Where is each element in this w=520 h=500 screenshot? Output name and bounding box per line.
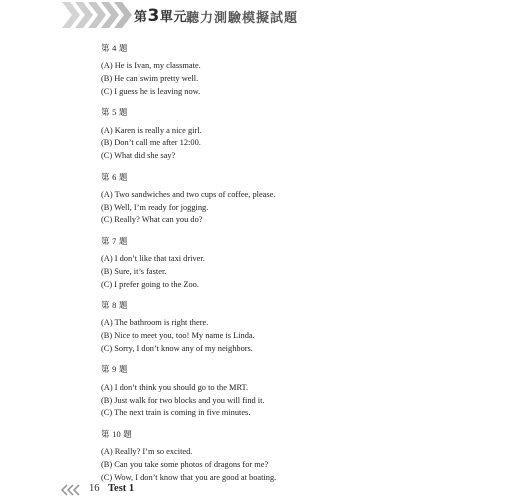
option-b: (B) Don’t call me after 12:00.	[101, 138, 201, 148]
option-c: (C) Really? What can you do?	[101, 215, 203, 225]
option-c: (C) I guess he is leaving now.	[101, 86, 201, 96]
option-c: (C) What did she say?	[101, 151, 176, 161]
question-7	[101, 236, 441, 292]
question-5	[101, 107, 441, 163]
question-title: 第 6 題	[101, 172, 128, 182]
chevron-right-icon	[62, 2, 134, 28]
option-a: (A) Karen is really a nice girl.	[101, 125, 202, 135]
option-a: (A) I don’t like that taxi driver.	[101, 254, 205, 264]
question-title: 第 5 題	[101, 108, 128, 118]
option-c: (C) I prefer going to the Zoo.	[101, 279, 199, 289]
question-4	[101, 43, 441, 99]
question-8	[101, 300, 441, 356]
question-title: 第 8 題	[101, 301, 128, 311]
option-c: (C) Wow, I don’t know that you are good at boating.	[101, 472, 277, 482]
test-label: Test 1	[108, 483, 135, 494]
option-a: (A) The bathroom is right there.	[101, 318, 209, 328]
question-title: 第 9 題	[101, 365, 128, 375]
double-chevron-left-icon	[60, 484, 86, 496]
option-b: (B) Nice to meet you, too! My name is Linda.	[101, 331, 255, 341]
option-c: (C) The next train is coming in five minutes.	[101, 408, 251, 418]
page-header	[0, 0, 520, 40]
unit-title: 第3單元	[134, 6, 187, 26]
option-b: (B) Sure, it’s faster.	[101, 266, 167, 276]
page-footer	[60, 483, 260, 497]
option-c: (C) Sorry, I don’t know any of my neighbors.	[101, 344, 253, 354]
section-title: 聽力測驗模擬試題	[186, 11, 299, 26]
option-b: (B) Just walk for two blocks and you will find it.	[101, 395, 265, 405]
option-b: (B) Can you take some photos of dragons for me?	[101, 459, 269, 469]
question-title: 第 7 題	[101, 236, 128, 246]
option-a: (A) He is Ivan, my classmate.	[101, 61, 201, 71]
question-title: 第 10 題	[101, 429, 133, 439]
question-6	[101, 172, 441, 228]
page-number: 16	[89, 483, 100, 494]
option-b: (B) Well, I’m ready for jogging.	[101, 202, 209, 212]
question-title: 第 4 題	[101, 44, 128, 53]
question-9	[101, 364, 441, 420]
option-b: (B) He can swim pretty well.	[101, 74, 199, 84]
option-a: (A) Really? I’m so excited.	[101, 446, 193, 456]
option-a: (A) I don’t think you should go to the MRT.	[101, 382, 249, 392]
option-a: (A) Two sandwiches and two cups of coffee, please.	[101, 189, 276, 199]
question-list	[101, 43, 441, 493]
question-10	[101, 429, 441, 485]
